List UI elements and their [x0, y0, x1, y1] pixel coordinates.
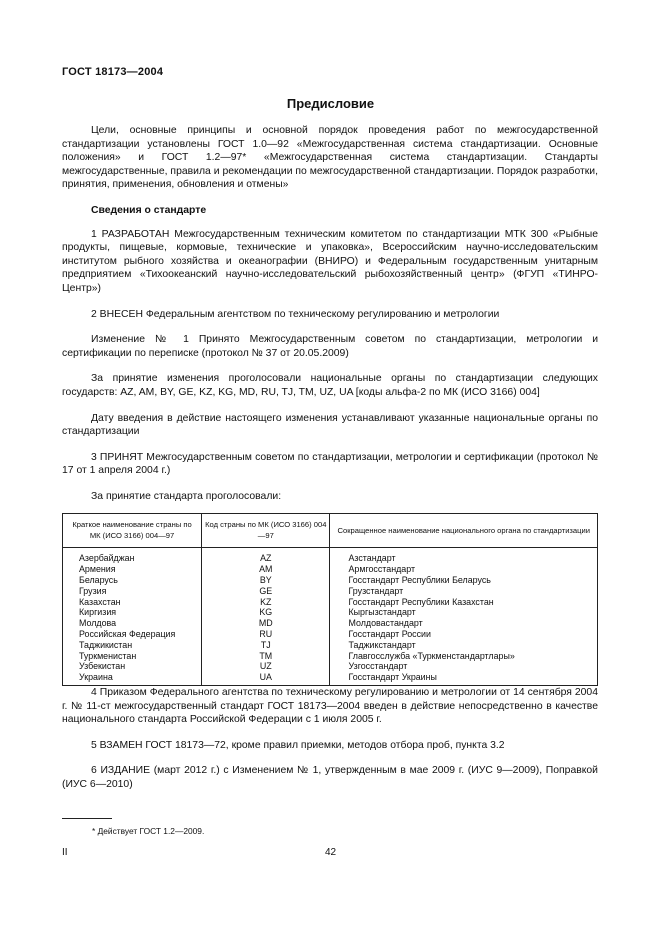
table-row [63, 672, 598, 685]
body-cell: Армгосстандарт [330, 564, 598, 575]
item-4-paragraph: 4 Приказом Федерального агентства по техническому регулированию и метрологии от 14 сентября 2004 г. № 11-ст межгосударственный стандарт ГОСТ 18173—2004 введен в действие непосредственно в качестве национального стандарта Российской Федерации с 1 июля 2005 г. [62, 687, 598, 726]
country-cell: Российская Федерация [63, 629, 202, 640]
code-cell: KG [202, 607, 330, 618]
body-cell: Главгосслужба «Туркменстандартлары» [330, 651, 598, 662]
document-body [62, 124, 598, 804]
table-row [63, 597, 598, 608]
table-header-row [63, 514, 598, 548]
table-row [63, 661, 598, 672]
page-roman-numeral: II [62, 847, 68, 858]
table-row [63, 548, 598, 564]
country-cell: Азербайджан [63, 548, 202, 564]
code-cell: MD [202, 618, 330, 629]
page-title: Предисловие [286, 96, 375, 111]
body-cell: Узгосстандарт [330, 661, 598, 672]
column-header-code: Код страны по МК (ИСО 3166) 004—97 [202, 514, 330, 548]
section-heading: Сведения о стандарте [91, 204, 207, 216]
table-row [63, 575, 598, 586]
table-row [63, 640, 598, 651]
item-3-paragraph: 3 ПРИНЯТ Межгосударственным советом по стандартизации, метрологии и сертификации (протокол № 17 от 1 апреля 2004 г.) [62, 451, 598, 477]
footnote-divider [62, 818, 112, 819]
country-cell: Таджикистан [63, 640, 202, 651]
code-cell: UZ [202, 661, 330, 672]
standard-code-header: ГОСТ 18173—2004 [62, 66, 164, 78]
code-cell: AZ [202, 548, 330, 564]
amendment-1-paragraph: Изменение № 1 Принято Межгосударственным советом по стандартизации, метрологии и сертификации по переписке (протокол № 37 от 20.05.2009) [62, 334, 598, 359]
body-cell: Молдовастандарт [330, 618, 598, 629]
body-cell: Кыргызстандарт [330, 607, 598, 618]
footnote: * Действует ГОСТ 1.2—2009. [92, 826, 205, 836]
column-header-body: Сокращенное наименование национального органа по стандартизации [330, 514, 598, 548]
intro-paragraph: Цели, основные принципы и основной порядок проведения работ по межгосударственной стандартизации установлены ГОСТ 1.0—92 «Межгосударственная система стандартизации. Основные положения» и ГОСТ 1.2—97* «Межгосударственная система стандартизации. Стандарты межгосударственные, правила и рекомендации по межгосударственной стандартизации. Порядок разработки, принятия, применения, обновления и отмены» [62, 125, 598, 191]
table-row [63, 607, 598, 618]
body-cell: Грузстандарт [330, 586, 598, 597]
page-number: 42 [324, 847, 337, 858]
country-cell: Грузия [63, 586, 202, 597]
item-6-paragraph: 6 ИЗДАНИЕ (март 2012 г.) с Изменением № 1, утвержденным в мае 2009 г. (ИУС 9—2009), Поправкой (ИУС 6—2010) [62, 765, 598, 790]
code-cell: GE [202, 586, 330, 597]
item-5-paragraph: 5 ВЗАМЕН ГОСТ 18173—72, кроме правил приемки, методов отбора проб, пункта 3.2 [91, 739, 505, 751]
table-row [63, 629, 598, 640]
table-row [63, 586, 598, 597]
country-cell: Киргизия [63, 607, 202, 618]
country-cell: Узбекистан [63, 661, 202, 672]
code-cell: KZ [202, 597, 330, 608]
code-cell: TJ [202, 640, 330, 651]
vote-intro: За принятие стандарта проголосовали: [91, 490, 282, 502]
code-cell: UA [202, 672, 330, 685]
item-2-paragraph: 2 ВНЕСЕН Федеральным агентством по техническому регулированию и метрологии [91, 308, 500, 320]
amendment-date-paragraph: Дату введения в действие настоящего изменения устанавливают указанные национальные органы по стандартизации [62, 412, 598, 438]
amendment-votes-paragraph: За принятие изменения проголосовали национальные органы по стандартизации следующих государств: AZ, AM, BY, GE, KZ, KG, MD, RU, TJ, TM, UZ, UA [коды альфа-2 по МК (ИСО 3166) 004] [62, 373, 598, 398]
code-cell: BY [202, 575, 330, 586]
code-cell: AM [202, 564, 330, 575]
country-cell: Туркменистан [63, 651, 202, 662]
country-cell: Армения [63, 564, 202, 575]
country-cell: Беларусь [63, 575, 202, 586]
body-cell: Госстандарт Республики Казахстан [330, 597, 598, 608]
body-cell: Азстандарт [330, 548, 598, 564]
code-cell: RU [202, 629, 330, 640]
table-row [63, 651, 598, 662]
table-row [63, 618, 598, 629]
country-cell: Казахстан [63, 597, 202, 608]
column-header-country: Краткое наименование страны по МК (ИСО 3166) 004—97 [63, 514, 202, 548]
voting-states-table [62, 513, 598, 686]
country-cell: Молдова [63, 618, 202, 629]
body-cell: Госстандарт Республики Беларусь [330, 575, 598, 586]
body-cell: Таджикстандарт [330, 640, 598, 651]
body-cell: Госстандарт Украины [330, 672, 598, 685]
item-1-paragraph: 1 РАЗРАБОТАН Межгосударственным техническим комитетом по стандартизации МТК 300 «Рыбные продукты, пищевые, кормовые, технические и упаковка», Всероссийским научно-исследовательским институтом рыбного хозяйства и океанографии (ВНИРО) и Федеральным государственным унитарным предприятием «Тихоокеанский научно-исследовательский рыбохозяйственный центр» (ФГУП «ТИНРО-Центр») [62, 228, 598, 294]
country-cell: Украина [63, 672, 202, 685]
table-row [63, 564, 598, 575]
code-cell: TM [202, 651, 330, 662]
body-cell: Госстандарт России [330, 629, 598, 640]
